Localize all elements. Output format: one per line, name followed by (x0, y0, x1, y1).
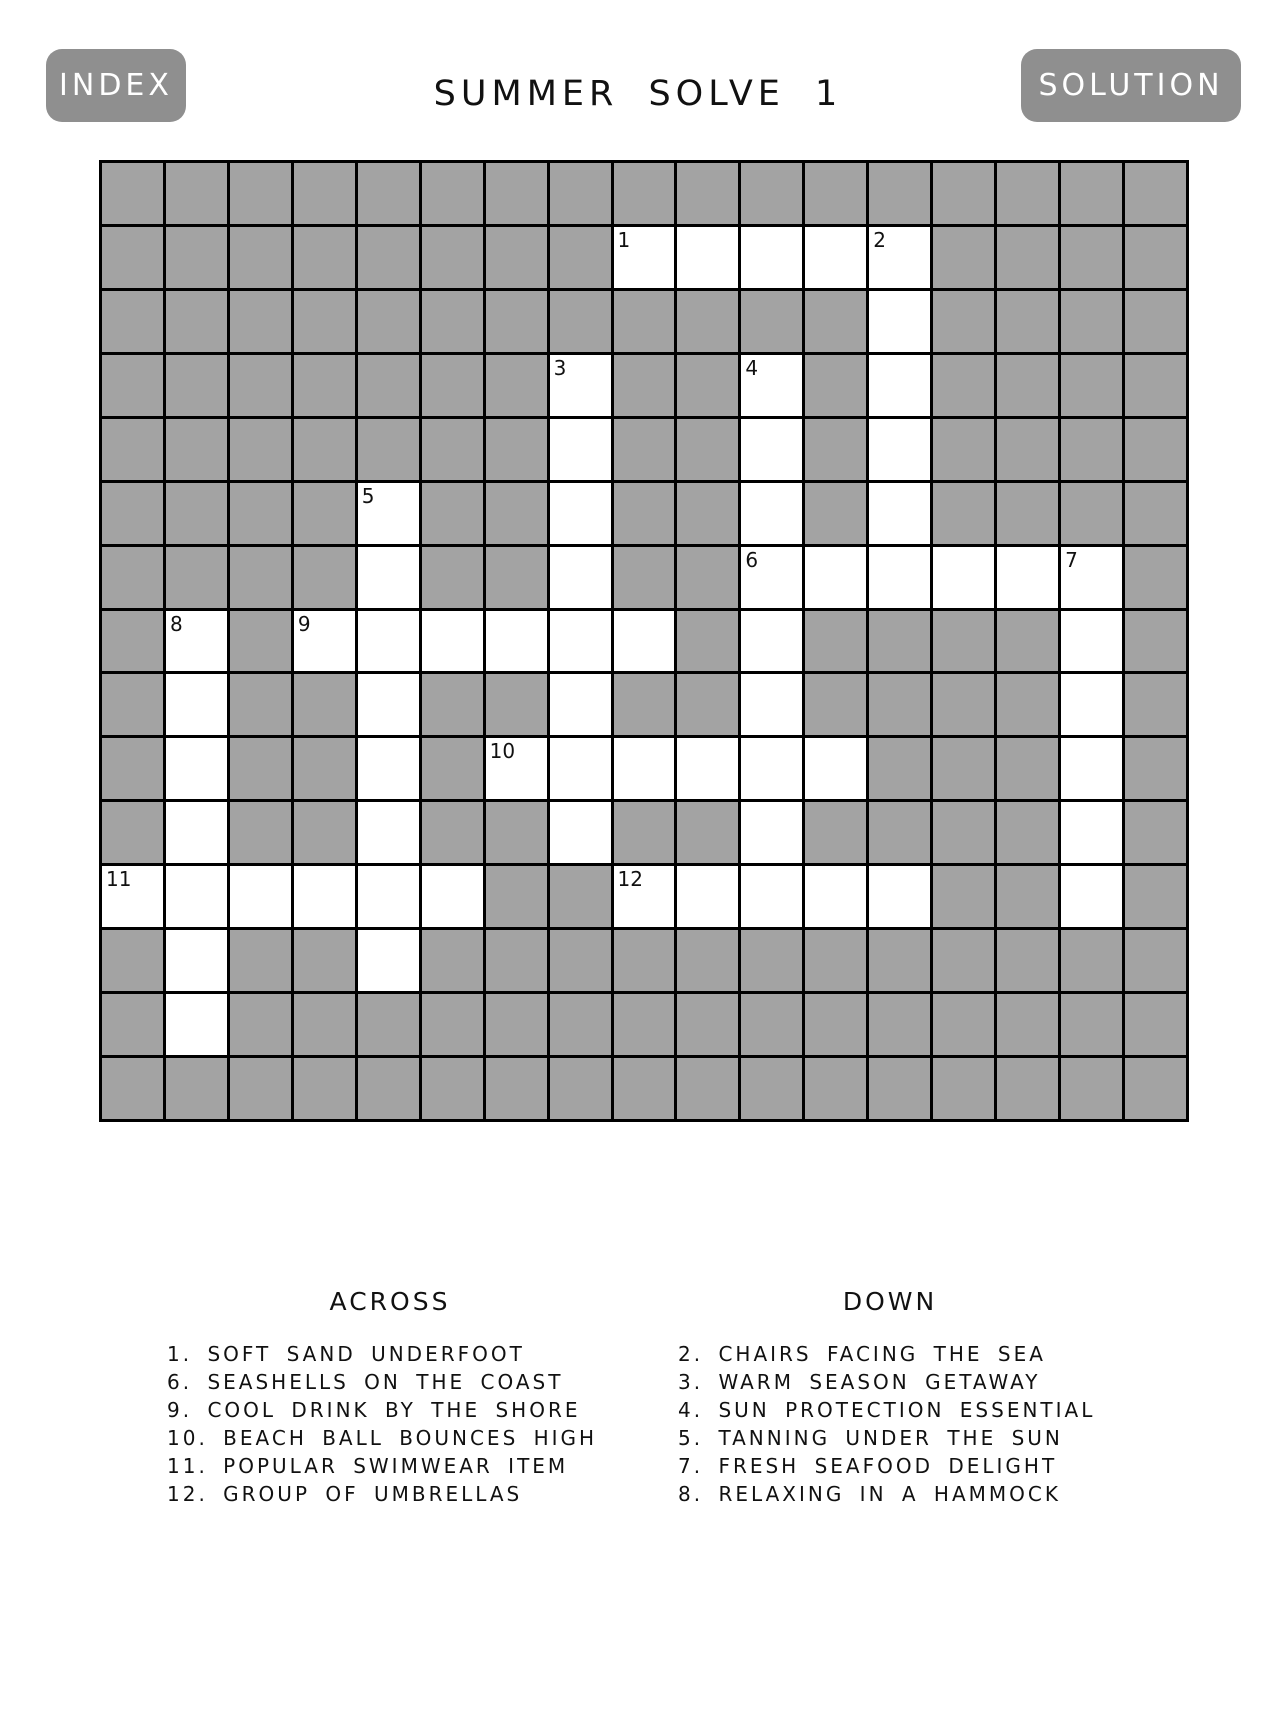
grid-cell-blocked (294, 227, 355, 288)
grid-cell-blocked (422, 1058, 483, 1119)
grid-cell-blocked (102, 419, 163, 480)
grid-cell-blocked (358, 1058, 419, 1119)
grid-cell-blocked (486, 930, 547, 991)
grid-cell-blocked (1061, 483, 1122, 544)
grid-cell-blocked (486, 419, 547, 480)
grid-cell-blocked (294, 738, 355, 799)
grid-cell-blocked (1125, 419, 1186, 480)
grid-cell-blocked (933, 355, 994, 416)
clue-across: 1. SOFT SAND UNDERFOOT (167, 1342, 525, 1366)
grid-cell-open[interactable] (358, 547, 419, 608)
grid-cell-open[interactable] (741, 227, 802, 288)
grid-cell-open[interactable] (1061, 738, 1122, 799)
grid-cell-open[interactable] (741, 355, 802, 416)
grid-cell-blocked (614, 419, 675, 480)
grid-cell-blocked (230, 291, 291, 352)
grid-cell-open[interactable] (550, 483, 611, 544)
grid-cell-open[interactable] (741, 738, 802, 799)
grid-cell-blocked (422, 674, 483, 735)
grid-cell-blocked (805, 483, 866, 544)
grid-cell-blocked (486, 994, 547, 1055)
grid-cell-blocked (166, 547, 227, 608)
grid-cell-blocked (677, 930, 738, 991)
grid-cell-blocked (614, 994, 675, 1055)
grid-cell-blocked (997, 866, 1058, 927)
clue-down: 2. CHAIRS FACING THE SEA (678, 1342, 1046, 1366)
grid-cell-blocked (422, 930, 483, 991)
grid-cell-blocked (486, 483, 547, 544)
grid-cell-blocked (614, 547, 675, 608)
grid-cell-blocked (486, 1058, 547, 1119)
grid-cell-blocked (933, 738, 994, 799)
index-button[interactable]: INDEX (46, 49, 186, 122)
grid-cell-blocked (230, 483, 291, 544)
grid-cell-blocked (294, 483, 355, 544)
grid-cell-blocked (422, 802, 483, 863)
clue-number: 6 (745, 547, 759, 572)
grid-cell-blocked (358, 355, 419, 416)
grid-cell-blocked (294, 291, 355, 352)
grid-cell-blocked (230, 994, 291, 1055)
grid-cell-blocked (677, 163, 738, 224)
grid-cell-blocked (294, 163, 355, 224)
clue-down: 7. FRESH SEAFOOD DELIGHT (678, 1454, 1058, 1478)
grid-cell-blocked (1061, 994, 1122, 1055)
grid-cell-blocked (869, 930, 930, 991)
clue-number: 1 (617, 227, 631, 252)
down-clue-list (678, 1340, 1095, 1508)
grid-cell-blocked (1125, 802, 1186, 863)
grid-cell-blocked (933, 419, 994, 480)
grid-cell-open[interactable] (550, 611, 611, 672)
grid-cell-blocked (1061, 419, 1122, 480)
grid-cell-blocked (997, 483, 1058, 544)
grid-cell-blocked (677, 419, 738, 480)
grid-cell-blocked (102, 930, 163, 991)
grid-cell-blocked (422, 163, 483, 224)
grid-cell-open[interactable] (166, 994, 227, 1055)
grid-cell-open[interactable] (166, 674, 227, 735)
grid-cell-open[interactable] (805, 738, 866, 799)
grid-cell-blocked (614, 1058, 675, 1119)
grid-cell-blocked (1125, 1058, 1186, 1119)
grid-cell-blocked (1061, 355, 1122, 416)
grid-cell-open[interactable] (1061, 866, 1122, 927)
grid-cell-open[interactable] (486, 738, 547, 799)
grid-cell-blocked (230, 738, 291, 799)
grid-cell-blocked (997, 163, 1058, 224)
grid-cell-blocked (805, 674, 866, 735)
clue-down: 5. TANNING UNDER THE SUN (678, 1426, 1063, 1450)
grid-cell-open[interactable] (1061, 674, 1122, 735)
grid-cell-open[interactable] (1061, 802, 1122, 863)
grid-cell-blocked (1125, 163, 1186, 224)
clue-across: 9. COOL DRINK BY THE SHORE (167, 1398, 581, 1422)
clue-number: 3 (553, 355, 567, 380)
grid-cell-blocked (677, 1058, 738, 1119)
grid-cell-blocked (933, 227, 994, 288)
grid-cell-open[interactable] (358, 611, 419, 672)
grid-cell-blocked (933, 994, 994, 1055)
clue-number: 12 (617, 867, 643, 892)
across-clue-list (167, 1340, 597, 1508)
grid-cell-open[interactable] (614, 738, 675, 799)
grid-cell-blocked (1061, 930, 1122, 991)
grid-cell-blocked (1125, 994, 1186, 1055)
grid-cell-blocked (997, 291, 1058, 352)
grid-cell-open[interactable] (741, 419, 802, 480)
grid-cell-open[interactable] (550, 802, 611, 863)
grid-cell-blocked (1125, 611, 1186, 672)
grid-cell-open[interactable] (550, 355, 611, 416)
grid-cell-blocked (230, 163, 291, 224)
grid-cell-open[interactable] (869, 419, 930, 480)
grid-cell-open[interactable] (869, 483, 930, 544)
grid-cell-blocked (230, 802, 291, 863)
grid-cell-blocked (1125, 930, 1186, 991)
grid-cell-blocked (102, 1058, 163, 1119)
grid-cell-blocked (422, 483, 483, 544)
grid-cell-open[interactable] (294, 866, 355, 927)
grid-cell-blocked (230, 547, 291, 608)
grid-cell-open[interactable] (1061, 547, 1122, 608)
grid-cell-blocked (805, 930, 866, 991)
grid-cell-blocked (933, 1058, 994, 1119)
grid-cell-blocked (1125, 674, 1186, 735)
grid-cell-blocked (805, 291, 866, 352)
grid-cell-blocked (997, 419, 1058, 480)
grid-cell-blocked (805, 355, 866, 416)
grid-cell-blocked (1061, 227, 1122, 288)
grid-cell-blocked (102, 163, 163, 224)
grid-cell-open[interactable] (677, 738, 738, 799)
grid-cell-open[interactable] (550, 738, 611, 799)
page-title: SUMMER SOLVE 1 (433, 74, 843, 114)
grid-cell-blocked (550, 1058, 611, 1119)
grid-cell-blocked (550, 994, 611, 1055)
grid-cell-blocked (550, 930, 611, 991)
grid-cell-open[interactable] (741, 483, 802, 544)
grid-cell-open[interactable] (869, 355, 930, 416)
grid-cell-blocked (677, 611, 738, 672)
grid-cell-blocked (102, 802, 163, 863)
down-header: DOWN (842, 1287, 938, 1316)
grid-cell-blocked (550, 866, 611, 927)
grid-cell-blocked (294, 1058, 355, 1119)
grid-cell-blocked (805, 163, 866, 224)
grid-cell-blocked (741, 291, 802, 352)
grid-cell-blocked (677, 291, 738, 352)
grid-cell-blocked (166, 291, 227, 352)
grid-cell-blocked (230, 611, 291, 672)
grid-cell-blocked (869, 1058, 930, 1119)
grid-cell-blocked (869, 994, 930, 1055)
grid-cell-blocked (1061, 163, 1122, 224)
grid-cell-blocked (933, 802, 994, 863)
grid-cell-blocked (614, 802, 675, 863)
grid-cell-blocked (1125, 866, 1186, 927)
clue-down: 8. RELAXING IN A HAMMOCK (678, 1482, 1061, 1506)
grid-cell-blocked (422, 227, 483, 288)
grid-cell-blocked (677, 483, 738, 544)
clue-down: 4. SUN PROTECTION ESSENTIAL (678, 1398, 1096, 1422)
grid-cell-blocked (102, 994, 163, 1055)
clue-number: 2 (873, 227, 887, 252)
grid-cell-blocked (358, 227, 419, 288)
grid-cell-open[interactable] (869, 227, 930, 288)
grid-cell-blocked (422, 355, 483, 416)
grid-cell-blocked (805, 611, 866, 672)
grid-cell-blocked (102, 674, 163, 735)
grid-cell-blocked (677, 802, 738, 863)
clue-number: 4 (745, 355, 759, 380)
grid-cell-blocked (422, 419, 483, 480)
grid-cell-blocked (294, 930, 355, 991)
grid-cell-open[interactable] (422, 611, 483, 672)
grid-cell-blocked (102, 483, 163, 544)
grid-cell-open[interactable] (166, 930, 227, 991)
solution-button[interactable]: SOLUTION (1021, 49, 1241, 122)
grid-cell-blocked (294, 547, 355, 608)
grid-cell-blocked (1061, 291, 1122, 352)
clue-across: 12. GROUP OF UMBRELLAS (167, 1482, 523, 1506)
grid-cell-blocked (422, 547, 483, 608)
clue-down: 3. WARM SEASON GETAWAY (678, 1370, 1041, 1394)
grid-cell-open[interactable] (358, 930, 419, 991)
grid-cell-open[interactable] (741, 611, 802, 672)
grid-cell-blocked (486, 355, 547, 416)
grid-cell-blocked (230, 355, 291, 416)
grid-cell-blocked (230, 674, 291, 735)
grid-cell-open[interactable] (550, 547, 611, 608)
grid-cell-blocked (102, 547, 163, 608)
grid-cell-blocked (166, 483, 227, 544)
grid-cell-blocked (933, 674, 994, 735)
grid-cell-blocked (230, 227, 291, 288)
grid-cell-blocked (614, 355, 675, 416)
grid-cell-open[interactable] (230, 866, 291, 927)
clue-across: 11. POPULAR SWIMWEAR ITEM (167, 1454, 569, 1478)
grid-cell-open[interactable] (550, 674, 611, 735)
grid-cell-blocked (997, 674, 1058, 735)
grid-cell-blocked (741, 930, 802, 991)
grid-cell-open[interactable] (294, 611, 355, 672)
grid-cell-blocked (422, 291, 483, 352)
grid-cell-blocked (486, 547, 547, 608)
grid-cell-blocked (933, 611, 994, 672)
grid-cell-blocked (997, 994, 1058, 1055)
grid-cell-open[interactable] (166, 802, 227, 863)
grid-cell-blocked (166, 163, 227, 224)
grid-cell-open[interactable] (102, 866, 163, 927)
grid-cell-blocked (677, 547, 738, 608)
grid-cell-blocked (614, 930, 675, 991)
grid-cell-blocked (933, 163, 994, 224)
grid-cell-open[interactable] (677, 866, 738, 927)
grid-cell-blocked (1125, 738, 1186, 799)
grid-cell-blocked (358, 291, 419, 352)
clue-number: 5 (361, 483, 375, 508)
grid-cell-open[interactable] (869, 291, 930, 352)
grid-cell-blocked (869, 674, 930, 735)
grid-cell-blocked (741, 1058, 802, 1119)
grid-cell-blocked (486, 227, 547, 288)
grid-cell-blocked (486, 291, 547, 352)
grid-cell-blocked (166, 227, 227, 288)
grid-cell-open[interactable] (486, 611, 547, 672)
grid-cell-blocked (741, 163, 802, 224)
grid-cell-blocked (486, 163, 547, 224)
grid-cell-blocked (294, 994, 355, 1055)
grid-cell-blocked (486, 674, 547, 735)
grid-cell-open[interactable] (358, 866, 419, 927)
grid-cell-blocked (805, 1058, 866, 1119)
grid-cell-open[interactable] (997, 547, 1058, 608)
clue-number: 8 (169, 611, 183, 636)
clue-number: 10 (489, 739, 516, 764)
grid-cell-open[interactable] (805, 227, 866, 288)
grid-cell-open[interactable] (614, 866, 675, 927)
grid-cell-blocked (869, 738, 930, 799)
grid-cell-blocked (677, 355, 738, 416)
clue-across: 10. BEACH BALL BOUNCES HIGH (167, 1426, 598, 1450)
grid-cell-blocked (869, 611, 930, 672)
grid-cell-open[interactable] (614, 611, 675, 672)
grid-cell-blocked (166, 355, 227, 416)
grid-cell-blocked (166, 419, 227, 480)
grid-cell-open[interactable] (805, 866, 866, 927)
grid-cell-open[interactable] (741, 802, 802, 863)
grid-cell-blocked (997, 738, 1058, 799)
grid-cell-blocked (997, 1058, 1058, 1119)
grid-cell-open[interactable] (805, 547, 866, 608)
grid-cell-blocked (294, 674, 355, 735)
across-header: ACROSS (329, 1287, 451, 1316)
clue-number: 7 (1065, 547, 1078, 572)
grid-cell-blocked (166, 1058, 227, 1119)
grid-cell-open[interactable] (869, 866, 930, 927)
grid-cell-blocked (230, 419, 291, 480)
clue-number: 9 (297, 611, 311, 636)
clue-across: 6. SEASHELLS ON THE COAST (167, 1370, 564, 1394)
grid-cell-blocked (358, 419, 419, 480)
grid-cell-blocked (933, 483, 994, 544)
grid-cell-blocked (550, 291, 611, 352)
grid-cell-blocked (933, 866, 994, 927)
grid-cell-blocked (1125, 291, 1186, 352)
grid-cell-open[interactable] (166, 866, 227, 927)
grid-cell-blocked (486, 802, 547, 863)
grid-cell-blocked (741, 994, 802, 1055)
grid-cell-open[interactable] (677, 227, 738, 288)
grid-cell-blocked (997, 802, 1058, 863)
grid-cell-open[interactable] (166, 611, 227, 672)
grid-cell-blocked (102, 738, 163, 799)
grid-cell-blocked (1125, 483, 1186, 544)
grid-cell-blocked (677, 674, 738, 735)
grid-cell-blocked (805, 994, 866, 1055)
grid-cell-open[interactable] (1061, 611, 1122, 672)
grid-cell-blocked (997, 355, 1058, 416)
grid-cell-blocked (358, 163, 419, 224)
grid-cell-open[interactable] (358, 674, 419, 735)
grid-cell-open[interactable] (614, 227, 675, 288)
grid-cell-blocked (1125, 355, 1186, 416)
grid-cell-blocked (102, 291, 163, 352)
grid-cell-blocked (102, 227, 163, 288)
clue-number: 11 (106, 867, 132, 892)
grid-cell-blocked (294, 355, 355, 416)
grid-cell-blocked (294, 802, 355, 863)
grid-cell-blocked (422, 738, 483, 799)
grid-cell-blocked (294, 419, 355, 480)
grid-cell-blocked (997, 611, 1058, 672)
grid-cell-blocked (422, 994, 483, 1055)
grid-cell-open[interactable] (869, 547, 930, 608)
grid-cell-blocked (614, 163, 675, 224)
grid-cell-open[interactable] (358, 802, 419, 863)
grid-cell-blocked (358, 994, 419, 1055)
grid-cell-blocked (997, 930, 1058, 991)
grid-cell-blocked (614, 291, 675, 352)
grid-cell-open[interactable] (166, 738, 227, 799)
grid-cell-open[interactable] (741, 674, 802, 735)
grid-cell-blocked (550, 163, 611, 224)
grid-cell-blocked (486, 866, 547, 927)
grid-cell-open[interactable] (550, 419, 611, 480)
grid-cell-open[interactable] (741, 547, 802, 608)
grid-cell-blocked (869, 163, 930, 224)
grid-cell-blocked (805, 419, 866, 480)
grid-cell-blocked (1125, 227, 1186, 288)
grid-cell-blocked (230, 930, 291, 991)
grid-cell-blocked (1061, 1058, 1122, 1119)
grid-cell-blocked (933, 930, 994, 991)
grid-cell-open[interactable] (358, 483, 419, 544)
grid-cell-blocked (1125, 547, 1186, 608)
grid-cell-open[interactable] (358, 738, 419, 799)
grid-cell-blocked (230, 1058, 291, 1119)
grid-cell-blocked (805, 802, 866, 863)
grid-cell-open[interactable] (422, 866, 483, 927)
grid-cell-open[interactable] (933, 547, 994, 608)
grid-cell-blocked (869, 802, 930, 863)
grid-cell-blocked (102, 611, 163, 672)
grid-cell-blocked (614, 674, 675, 735)
grid-cell-blocked (997, 227, 1058, 288)
grid-cell-blocked (102, 355, 163, 416)
grid-cell-blocked (933, 291, 994, 352)
grid-cell-blocked (614, 483, 675, 544)
grid-cell-open[interactable] (741, 866, 802, 927)
crossword-grid (99, 160, 1189, 1122)
grid-cell-blocked (677, 994, 738, 1055)
grid-cell-blocked (550, 227, 611, 288)
